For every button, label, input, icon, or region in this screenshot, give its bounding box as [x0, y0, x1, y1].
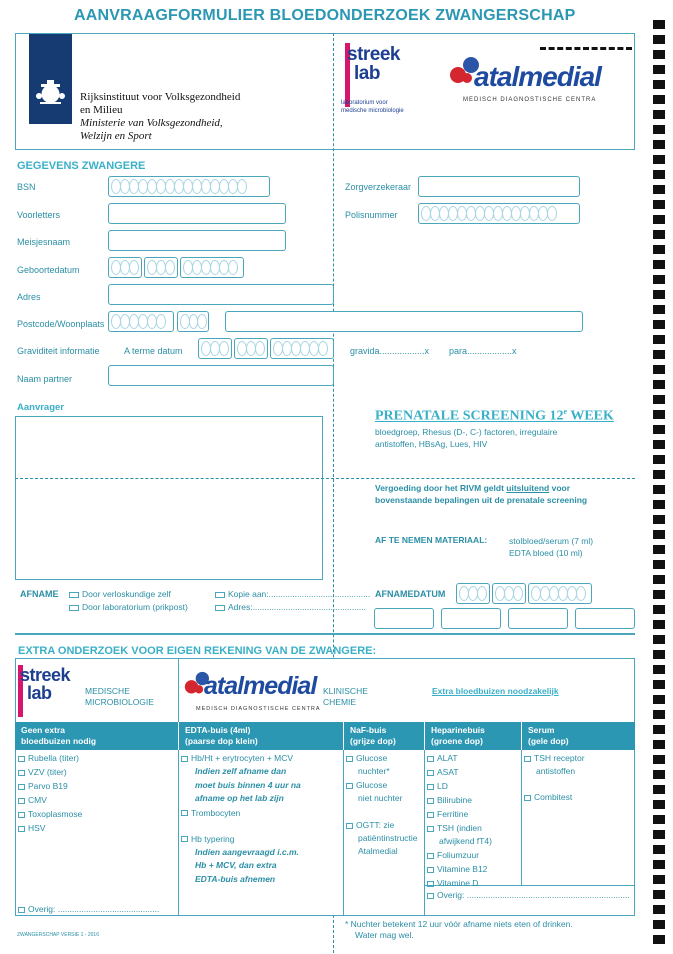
zorgverzekeraar-label: Zorgverzekeraar [345, 182, 412, 192]
checkbox[interactable] [427, 826, 434, 832]
test-label-cont: nuchter* [358, 766, 390, 776]
aanvrager-box[interactable] [15, 416, 323, 580]
rivm-name-2: en Milieu [80, 104, 123, 116]
column-header-serum [522, 722, 635, 750]
postcode-label: Postcode/Woonplaats [17, 319, 105, 329]
checkbox[interactable] [18, 770, 25, 776]
form-title: AANVRAAGFORMULIER BLOEDONDERZOEK ZWANGERSCHAP [74, 7, 576, 24]
checkbox[interactable] [18, 798, 25, 804]
checkbox[interactable] [18, 812, 25, 818]
col1-overig[interactable] [18, 903, 159, 916]
checkbox[interactable] [427, 881, 434, 887]
test-tsh-receptor[interactable] [524, 752, 585, 765]
section-separator [15, 633, 635, 635]
afnamedatum-label: AFNAMEDATUM [375, 589, 446, 599]
checkbox[interactable] [69, 605, 79, 611]
aterme-month[interactable] [234, 338, 268, 359]
aterme-label: A terme datum [124, 346, 183, 356]
col3-h2: (grijze dop) [350, 736, 396, 746]
test-tsh[interactable] [427, 822, 492, 835]
test-label: Ferritine [437, 809, 469, 819]
test-label: VZV (titer) [28, 767, 67, 777]
edta-note-1: Indien zelf afname dan [195, 766, 287, 776]
test-label: Rubella (titer) [28, 753, 80, 763]
para-field[interactable]: para..................x [449, 346, 517, 356]
voorletters-field[interactable] [108, 203, 286, 224]
checkbox[interactable] [427, 798, 434, 804]
materiaal-1: stolbloed/serum (7 ml) [509, 536, 594, 546]
chemie-label-2: CHEMIE [323, 697, 357, 707]
test-ld[interactable] [427, 780, 492, 793]
test-label-cont: Atalmedial [358, 846, 398, 856]
section-pregnant-heading: GEGEVENS ZWANGERE [17, 160, 146, 172]
voorletters-label: Voorletters [17, 210, 61, 220]
checkbox[interactable] [18, 907, 25, 913]
checkbox[interactable] [524, 756, 531, 762]
test-label: TSH receptor [534, 753, 585, 763]
rivm-logo [29, 34, 72, 124]
prenatal-title-text: PRENATALE SCREENING 12 [375, 408, 564, 424]
test-label: Hb/Ht + erytrocyten + MCV [191, 753, 294, 763]
rivm-name: Rijksinstituut voor Volksgezondheid [80, 91, 241, 103]
test-label: ALAT [437, 753, 458, 763]
test-asat[interactable] [427, 766, 492, 779]
test-label: Toxoplasmose [28, 809, 83, 819]
test-alat[interactable] [427, 752, 492, 765]
atalmedial-word: atalmedial [474, 61, 601, 92]
test-ogtt[interactable] [346, 819, 418, 832]
gravida-field[interactable]: gravida..................x [350, 346, 430, 356]
vergoeding-a: Vergoeding door het RIVM geldt [375, 483, 507, 493]
test-toxoplasmose[interactable] [18, 808, 82, 821]
printer-marks [653, 20, 665, 950]
overig-label: Overig: ..................................................................... [437, 890, 630, 900]
test-hb-typering[interactable] [181, 833, 341, 846]
checkbox[interactable] [427, 867, 434, 873]
woonplaats-field[interactable] [225, 311, 583, 332]
checkbox[interactable] [18, 756, 25, 762]
chemie-label: KLINISCHE [323, 686, 368, 696]
test-bilirubine[interactable] [427, 794, 492, 807]
atalmedial-logo [447, 56, 617, 104]
geboortedatum-day[interactable] [108, 257, 142, 278]
adres-field[interactable] [108, 284, 334, 305]
checkbox[interactable] [346, 756, 353, 762]
aanvrager-heading: Aanvrager [17, 402, 64, 413]
test-label: Vitamine B12 [437, 864, 488, 874]
col1-h1: Geen extra [21, 725, 65, 735]
afnametijd-3[interactable] [508, 608, 568, 629]
checkbox[interactable] [427, 784, 434, 790]
checkbox[interactable] [69, 592, 79, 598]
afname-option-lab[interactable] [69, 601, 188, 614]
atalmedial-small-word: atalmedial [204, 672, 317, 700]
footnote-line2: Water mag wel. [355, 930, 414, 940]
test-foliumzuur[interactable] [427, 849, 492, 862]
partner-field[interactable] [108, 365, 334, 386]
afname-option-zelf[interactable] [69, 588, 188, 601]
geboortedatum-label: Geboortedatum [17, 265, 80, 275]
checkbox[interactable] [18, 784, 25, 790]
footnote-line1: * Nuchter betekent 12 uur vóór afname niets eten of drinken. [345, 919, 573, 929]
hb-typering-note-2: Hb + MCV, dan extra [195, 860, 277, 870]
test-label: Parvo B19 [28, 781, 68, 791]
test-hsv[interactable] [18, 822, 82, 835]
atalmedial-dashes [540, 47, 632, 50]
test-label: Vitamine D [437, 878, 479, 888]
streeklab-word2: lab [354, 63, 380, 84]
checkbox[interactable] [18, 826, 25, 832]
checkbox[interactable] [181, 756, 188, 762]
atalmedial-logo-small [182, 671, 322, 717]
hb-typering-note-1: Indien aangevraagd i.c.m. [195, 846, 299, 857]
checkbox[interactable] [427, 893, 434, 899]
meisjesnaam-field[interactable] [108, 230, 286, 251]
prenatal-tests-2: antistoffen, HBsAg, Lues, HIV [375, 439, 488, 449]
kopie-aan-label: Kopie aan:........................................... [228, 589, 371, 599]
test-cmv[interactable] [18, 794, 82, 807]
test-glucose-nuchter[interactable] [346, 752, 418, 765]
afnametijd-4[interactable] [575, 608, 635, 629]
kopie-adres-label: Adres:................................................ [228, 602, 366, 612]
test-rubella[interactable] [18, 752, 82, 765]
afnamedatum-day[interactable] [456, 583, 490, 604]
checkbox[interactable] [427, 770, 434, 776]
test-vitamine-b12[interactable] [427, 863, 492, 876]
column-header-naf [344, 722, 424, 750]
atalmedial-sub: MEDISCH DIAGNOSTISCHE CENTRA [463, 97, 597, 103]
checkbox[interactable] [181, 810, 188, 816]
column-header-heparine [425, 722, 521, 750]
col3-h1: NaF-buis [350, 725, 387, 735]
hb-typering-note-3: EDTA-buis afnemen [195, 873, 276, 884]
streeklab-small-word2: lab [27, 683, 52, 703]
col1-h2: bloedbuizen nodig [21, 736, 97, 746]
prenatal-title-sup: e [563, 407, 568, 416]
aterme-day[interactable] [198, 338, 232, 359]
streeklab-word1: streek [347, 44, 400, 65]
checkbox[interactable] [524, 795, 531, 801]
test-label-cont: patiëntinstructie [358, 833, 418, 843]
afnametijd-2[interactable] [441, 608, 501, 629]
materiaal-2: EDTA bloed (10 ml) [509, 548, 583, 558]
test-label: Glucose [356, 753, 388, 763]
test-label-cont: niet nuchter [358, 793, 403, 803]
test-label: HSV [28, 823, 46, 833]
polisnummer-field[interactable] [418, 203, 580, 224]
checkbox[interactable] [346, 823, 353, 829]
bsn-field[interactable] [108, 176, 270, 197]
adres-label: Adres [17, 292, 41, 302]
postcode-digits[interactable] [108, 311, 174, 332]
extra-heading: EXTRA ONDERZOEK VOOR EIGEN REKENING VAN DE ZWANGERE: [18, 645, 377, 657]
prenatal-tests-1: bloedgroep, Rhesus (D-, C-) factoren, irregulaire [375, 427, 558, 437]
afnametijd-1[interactable] [374, 608, 434, 629]
vergoeding-l2: bovenstaande bepalingen uit de prenatale screening [375, 495, 588, 505]
ministry-name-2: Welzijn en Sport [80, 130, 152, 142]
test-label: Trombocyten [191, 807, 241, 818]
streeklab-sub2: medische microbiologie [341, 108, 404, 114]
geboortedatum-year[interactable] [180, 257, 244, 278]
test-label: OGTT: zie [356, 820, 395, 830]
version-label: ZWANGERSCHAP VERSIE 1 - 2016 [17, 932, 99, 938]
checkbox[interactable] [427, 812, 434, 818]
col2-h1: EDTA-buis (4ml) [185, 725, 251, 735]
edta-note-3: afname op het lab zijn [195, 793, 284, 803]
edta-note-2: moet buis binnen 4 uur na [195, 779, 301, 790]
test-ferritine[interactable] [427, 808, 492, 821]
vergoeding-b: uitsluitend [506, 483, 550, 493]
geboortedatum-month[interactable] [144, 257, 178, 278]
kopie-aan-field[interactable] [215, 588, 370, 601]
test-glucose-niet-nuchter[interactable] [346, 779, 418, 792]
checkbox[interactable] [427, 756, 434, 762]
test-label: CMV [28, 795, 47, 805]
test-label: Glucose [356, 780, 388, 790]
prenatal-title-text2: WEEK [567, 408, 614, 424]
ministry-name: Ministerie van Volksgezondheid, [80, 117, 223, 129]
checkbox[interactable] [181, 836, 188, 842]
test-label-cont: antistoffen [536, 766, 576, 776]
streeklab-small-word1: streek [20, 665, 71, 685]
test-label: Hb typering [191, 833, 235, 844]
prenatal-title [375, 407, 614, 425]
atalmedial-small-sub: MEDISCH DIAGNOSTISCHE CENTRA [196, 706, 321, 712]
test-hb-ht[interactable] [181, 752, 341, 765]
test-trombocyten[interactable] [181, 807, 341, 820]
zorgverzekeraar-field[interactable] [418, 176, 580, 197]
col5-h1: Serum [528, 725, 555, 735]
checkbox[interactable] [215, 605, 225, 611]
test-combitest[interactable] [524, 791, 585, 804]
checkbox[interactable] [215, 592, 225, 598]
test-label: ASAT [437, 767, 459, 777]
checkbox[interactable] [427, 853, 434, 859]
extra-buizen-note: Extra bloedbuizen noodzakelijk [432, 686, 559, 696]
checkbox[interactable] [346, 783, 353, 789]
aterme-year[interactable] [270, 338, 334, 359]
partner-label: Naam partner [17, 374, 73, 384]
test-label: TSH (indien [437, 823, 482, 833]
afname-option-zelf-label: Door verloskundige zelf [82, 589, 171, 599]
microbiologie-label-2: MICROBIOLOGIE [85, 697, 154, 707]
bsn-label: BSN [17, 182, 36, 192]
test-label: Bilirubine [437, 795, 472, 805]
afnamedatum-year[interactable] [528, 583, 592, 604]
afname-label: AFNAME [20, 589, 59, 599]
polisnummer-label: Polisnummer [345, 210, 398, 220]
afname-option-lab-label: Door laboratorium (prikpost) [82, 602, 188, 612]
divider-horizontal [15, 478, 635, 479]
test-label: LD [437, 781, 448, 791]
col5-h2: (gele dop) [528, 736, 569, 746]
col4-h2: (groene dop) [431, 736, 483, 746]
test-parvo[interactable] [18, 780, 82, 793]
extra-table-divider [178, 658, 179, 722]
test-label: Foliumzuur [437, 850, 480, 860]
col4-h1: Heparinebuis [431, 725, 485, 735]
column-header-geen-extra [15, 722, 178, 750]
postcode-letters[interactable] [177, 311, 209, 332]
microbiologie-label: MEDISCHE [85, 686, 130, 696]
col45-overig[interactable] [427, 889, 630, 902]
meisjesnaam-label: Meisjesnaam [17, 237, 71, 247]
column-header-edta [179, 722, 343, 750]
overig-label: Overig: ........................................... [28, 904, 160, 914]
test-vzv[interactable] [18, 766, 82, 779]
graviditeit-label: Graviditeit informatie [17, 346, 100, 356]
test-label: Combitest [534, 792, 573, 802]
kopie-adres-field[interactable] [215, 601, 370, 614]
col2-h2: (paarse dop klein) [185, 736, 258, 746]
test-label-cont: afwijkend fT4) [439, 836, 492, 846]
streeklab-sub1: laboratorium voor [341, 100, 388, 106]
afnamedatum-month[interactable] [492, 583, 526, 604]
vergoeding-c: voor [549, 483, 571, 493]
materiaal-label: AF TE NEMEN MATERIAAL: [375, 535, 488, 545]
